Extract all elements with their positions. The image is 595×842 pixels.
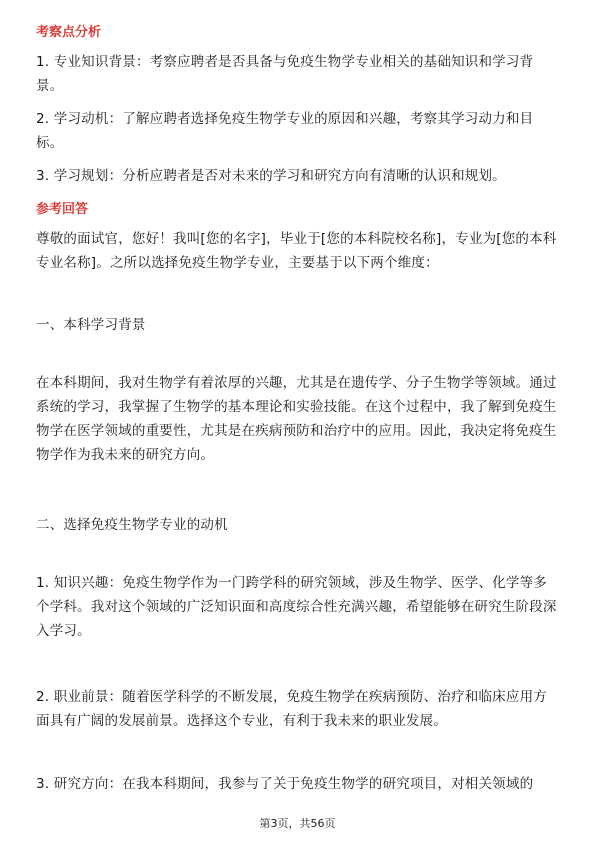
exam-point-item: 3. 学习规划：分析应聘者是否对未来的学习和研究方向有清晰的认识和规划。 bbox=[36, 168, 506, 184]
exam-point-item: 2. 学习动机：了解应聘者选择免疫生物学专业的原因和兴趣，考察其学习动力和目标。 bbox=[36, 111, 534, 151]
page-footer: 第3页，共56页 bbox=[259, 817, 336, 830]
motivation-point: 1. 知识兴趣：免疫生物学作为一门跨学科的研究领域，涉及生物学、医学、化学等多个学科。我对这个领域的广泛知识面和高度综合性充满兴趣，希望能够在研究生阶段深入学习。 bbox=[36, 575, 557, 639]
exam-point-item: 1. 专业知识背景：考察应聘者是否具备与免疫生物学专业相关的基础知识和学习背景。 bbox=[36, 54, 534, 94]
answer-intro: 尊敬的面试官，您好！我叫[您的名字]，毕业于[您的本科院校名称]，专业为[您的本科专业名称]。之所以选择免疫生物学专业，主要基于以下两个维度： bbox=[36, 231, 557, 271]
motivation-point: 3. 研究方向：在我本科期间，我参与了关于免疫生物学的研究项目，对相关领域的 bbox=[36, 776, 534, 792]
section2-heading: 二、选择免疫生物学专业的动机 bbox=[36, 517, 228, 533]
exam-points-title: 考察点分析 bbox=[36, 25, 102, 40]
reference-answer-title: 参考回答 bbox=[36, 202, 89, 217]
section1-heading: 一、本科学习背景 bbox=[36, 317, 146, 333]
motivation-point: 2. 职业前景：随着医学科学的不断发展，免疫生物学在疾病预防、治疗和临床应用方面具有广阔的发展前景。选择这个专业，有利于我未来的职业发展。 bbox=[36, 689, 547, 729]
section1-body: 在本科期间，我对生物学有着浓厚的兴趣，尤其是在遗传学、分子生物学等领域。通过系统的学习，我掌握了生物学的基本理论和实验技能。在这个过程中，我了解到免疫生物学在医学领域的重要性，尤其是在疾病预防和治疗中的应用。因此，我决定将免疫生物学作为我未来的研究方向。 bbox=[36, 375, 557, 463]
